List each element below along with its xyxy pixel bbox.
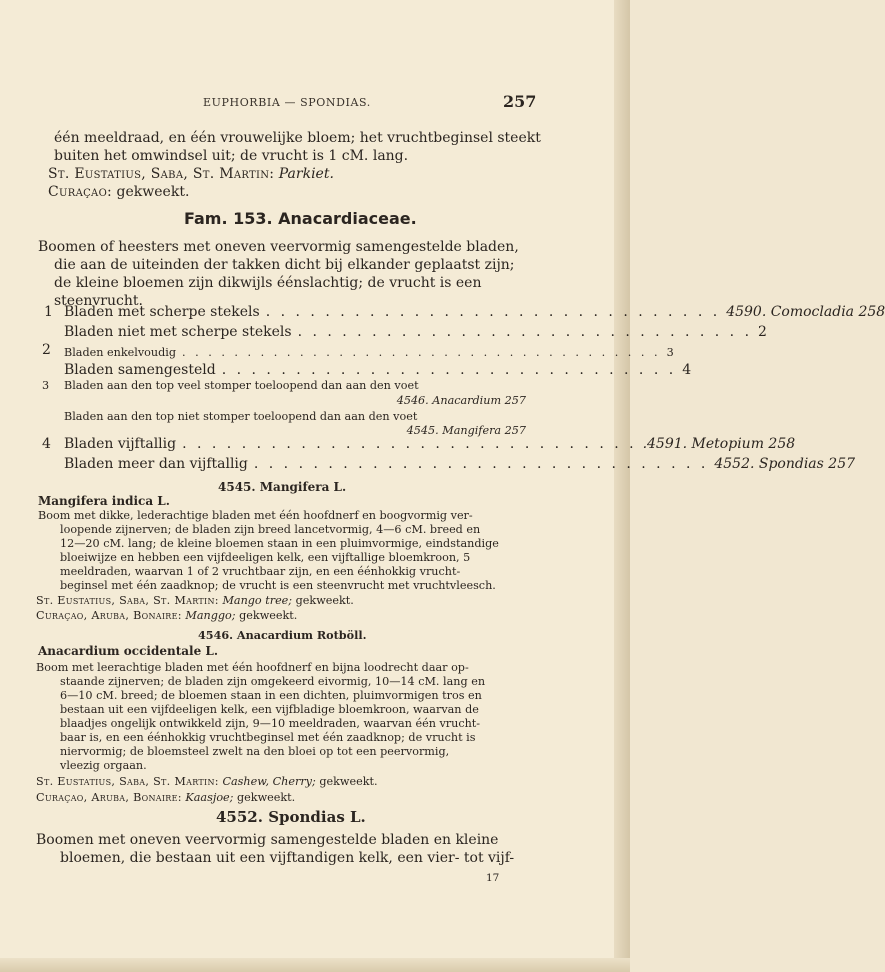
key-text: Bladen aan den top veel stomper toeloopend dan aan den voet [64, 379, 419, 392]
key-number: 4 [42, 436, 51, 452]
genus-heading: 4545. Mangifera L. [218, 480, 347, 494]
key-number: 2 [42, 342, 51, 358]
cultivation-note: gekweekt. [319, 775, 378, 788]
key-text: Bladen enkelvoudig [64, 346, 176, 359]
key-row [64, 304, 885, 320]
locality-places: St. Eustatius, Saba, St. Martin: [36, 594, 219, 607]
key-reference: 4590. Comocladia 258 [726, 304, 885, 320]
genus-heading-text: 4546. Anacardium Rotböll. [198, 628, 367, 642]
text-line: vleezig orgaan. [60, 759, 147, 772]
text-line: meeldraden, waarvan 1 of 2 vruchtbaar zijn, en een éénhokkig vrucht- [60, 565, 461, 578]
key-reference: 4546. Anacardium 257 [396, 394, 526, 407]
page-edge-right [614, 0, 630, 972]
signature-mark: 17 [486, 872, 500, 884]
cultivation-note: gekweekt. [237, 791, 296, 804]
running-title: EUPHORBIA — SPONDIAS. [203, 96, 371, 109]
vernacular-name: Manggo; [185, 609, 236, 622]
locality-places: Curaçao: [48, 184, 113, 200]
key-text: Bladen samengesteld [64, 362, 216, 378]
leader-dots: . . . . . . . . . . . . . . . . . . . . . . . . . . . . . . . . . . . . . [181, 346, 661, 359]
locality-places: Curaçao, Aruba, Bonaire: [36, 609, 182, 622]
key-row [64, 346, 674, 359]
page-number: 257 [503, 92, 537, 111]
text-line: staande zijnerven; de bladen zijn omgekeerd eivormig, 10—14 cM. lang en [60, 675, 486, 688]
key-row [64, 362, 692, 378]
species-heading: Anacardium occidentale L. [38, 644, 218, 658]
text-line: beginsel met één zaadknop; de vrucht is een steenvrucht met vruchtvleesch. [60, 579, 496, 592]
text-line: Boomen met oneven veervormig samengestelde bladen en kleine [36, 832, 499, 848]
text-line: Boomen of heesters met oneven veervormig samengestelde bladen, [38, 239, 519, 255]
vernacular-name: Mango tree; [222, 594, 293, 607]
cultivation-note: gekweekt. [239, 609, 298, 622]
leader-dots: . . . . . . . . . . . . . . . . . . . . . . . . . . . . . . . [221, 362, 677, 378]
family-heading: Fam. 153. Anacardiaceae. [184, 209, 417, 228]
leader-dots: . . . . . . . . . . . . . . . . . . . . . . . . . . . . . . . [265, 304, 721, 320]
key-reference: 4545. Mangifera 257 [406, 424, 526, 437]
key-number: 3 [42, 379, 50, 392]
leader-dots: . . . . . . . . . . . . . . . . . . . . . . . . . . . . . . . [182, 436, 637, 452]
genus-heading [198, 628, 367, 642]
key-reference: 4 [682, 362, 692, 378]
text-line: 12—20 cM. lang; de kleine bloemen staan in een pluimvormige, eindstandige [60, 537, 499, 550]
text-line: één meeldraad, en één vrouwelijke bloem; het vruchtbeginsel steekt [54, 130, 541, 146]
leader-dots: . . . . . . . . . . . . . . . . . . . . . . . . . . . . . . . [297, 324, 753, 340]
text-line: 6—10 cM. breed; de bloemen staan in een dichten, pluimvormigen tros en [60, 689, 482, 702]
locality-line [36, 791, 295, 804]
locality-line [48, 184, 189, 200]
key-text: Bladen met scherpe stekels [64, 304, 260, 320]
key-row [64, 324, 767, 340]
key-text: Bladen niet met scherpe stekels [64, 324, 292, 340]
key-reference: 4552. Spondias 257 [714, 456, 856, 472]
key-text: Bladen aan den top niet stomper toeloopend dan aan den voet [64, 410, 418, 423]
vernacular-name: Cashew, Cherry; [222, 775, 316, 788]
key-row [64, 436, 796, 452]
page-edge-bottom [0, 958, 630, 972]
vernacular-name: Kaasjoe; [185, 791, 234, 804]
vernacular-name: Parkiet. [278, 166, 334, 182]
locality-line [36, 775, 378, 788]
text-line: niervormig; de bloemsteel zwelt na den bloei op tot een peervormig, [60, 745, 450, 758]
locality-line [36, 594, 354, 607]
key-reference: 2 [758, 324, 767, 340]
key-text: Bladen meer dan vijftallig [64, 456, 248, 472]
text-line: blaadjes ongelijk ontwikkeld zijn, 9—10 meeldraden, waarvan één vrucht- [60, 717, 481, 730]
text-line: die aan de uiteinden der takken dicht bij elkander geplaatst zijn; [54, 257, 515, 273]
leader-dots: . . . . . . . . . . . . . . . . . . . . . . . . . . . . . . . [253, 456, 709, 472]
text-line: Boom met leerachtige bladen met één hoofdnerf en bijna loodrecht daar op- [36, 661, 469, 674]
key-text: Bladen vijftallig [64, 436, 177, 452]
text-line: Boom met dikke, lederachtige bladen met één hoofdnerf en boogvormig ver- [38, 509, 473, 522]
text-line: steenvrucht. [54, 293, 143, 309]
locality-line [48, 166, 334, 182]
species-heading: Mangifera indica L. [38, 494, 170, 508]
key-number: 1 [44, 304, 53, 320]
text-line: buiten het omwindsel uit; de vrucht is 1 cM. lang. [54, 148, 409, 164]
text-line: bestaan uit een vijfdeeligen kelk, een vijfbladige bloemkroon, waarvan de [60, 703, 479, 716]
locality-places: St. Eustatius, Saba, St. Martin: [36, 775, 219, 788]
locality-places: Curaçao, Aruba, Bonaire: [36, 791, 182, 804]
locality-places: St. Eustatius, Saba, St. Martin: [48, 166, 275, 182]
cultivation-note: gekweekt. [116, 184, 190, 200]
locality-line [36, 609, 297, 622]
text-line: bloemen, die bestaan uit een vijftandigen kelk, een vier- tot vijf- [60, 850, 515, 866]
key-reference: .4591. Metopium 258 [642, 436, 796, 452]
text-line: de kleine bloemen zijn dikwijls éénslachtig; de vrucht is een [54, 275, 482, 291]
genus-heading: 4552. Spondias L. [216, 808, 366, 826]
key-row [64, 456, 856, 472]
key-reference: 3 [666, 346, 674, 359]
text-line: bloeiwijze en hebben een vijfdeeligen kelk, een vijftallige bloemkroon, 5 [60, 551, 471, 564]
text-line: loopende zijnerven; de bladen zijn breed lancetvormig, 4—6 cM. breed en [60, 523, 481, 536]
cultivation-note: gekweekt. [295, 594, 354, 607]
text-line: baar is, en een éénhokkig vruchtbeginsel met één zaadknop; de vrucht is [60, 731, 476, 744]
